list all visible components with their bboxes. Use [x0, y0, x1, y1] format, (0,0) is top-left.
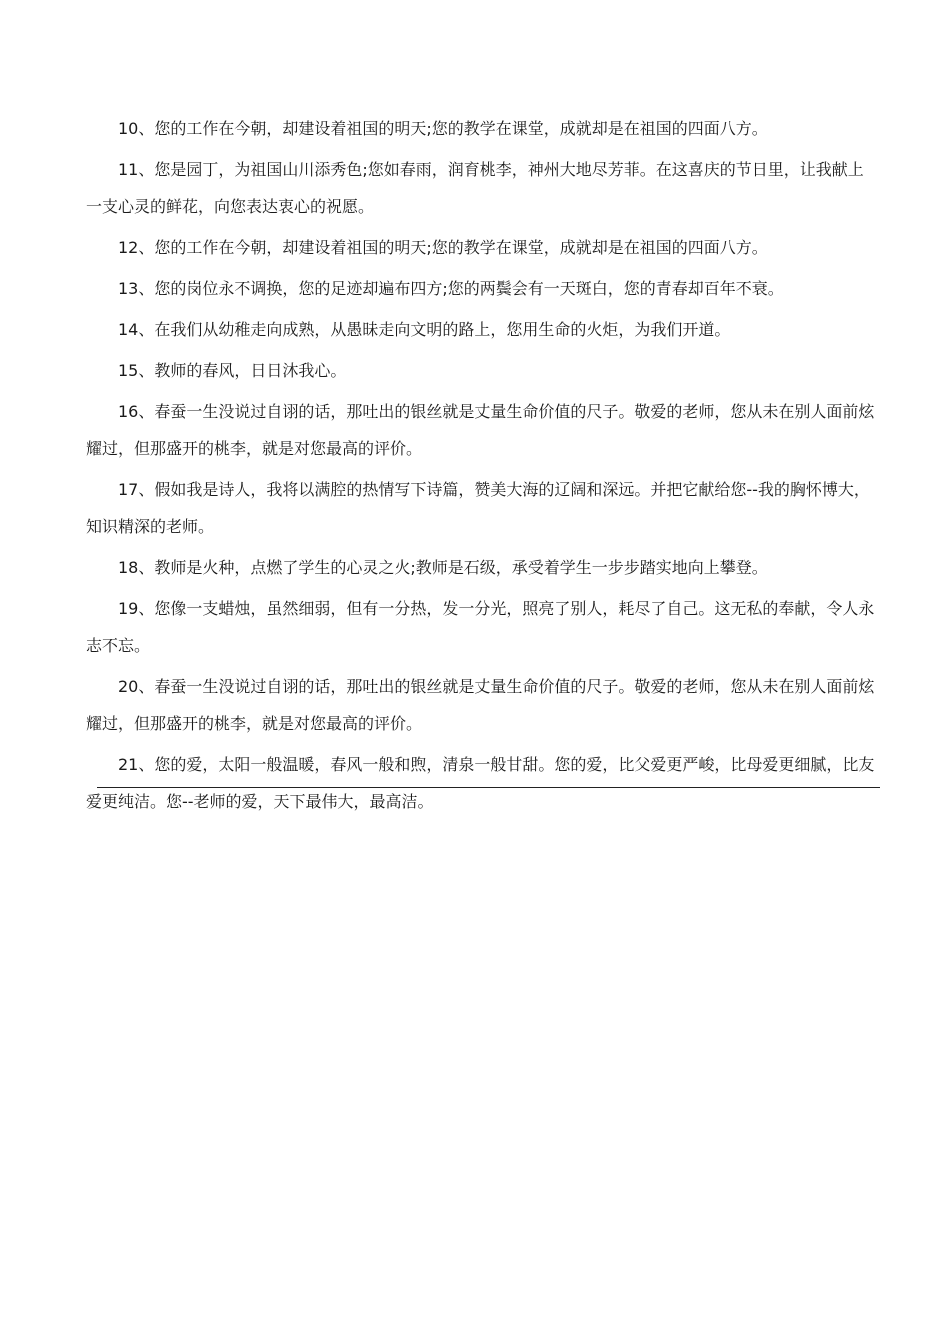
- paragraph-14: 14、在我们从幼稚走向成熟，从愚昧走向文明的路上，您用生命的火炬，为我们开道。: [118, 320, 731, 339]
- paragraph-12: 12、您的工作在今朝，却建设着祖国的明天;您的教学在课堂，成就却是在祖国的四面八方。: [118, 238, 768, 257]
- paragraph-13: 13、您的岗位永不调换，您的足迹却遍布四方;您的两鬓会有一天斑白，您的青春却百年不衰。: [118, 279, 784, 298]
- section-divider: [97, 787, 880, 788]
- paragraph-18: 18、教师是火种，点燃了学生的心灵之火;教师是石级，承受着学生一步步踏实地向上攀登。: [118, 558, 768, 577]
- paragraph-21: 21、您的爱，太阳一般温暖，春风一般和煦，清泉一般甘甜。您的爱，比父爱更严峻，比母爱更细腻，比友爱更纯洁。您--老师的爱，天下最伟大，最高洁。: [86, 755, 875, 811]
- paragraph-15: 15、教师的春风，日日沐我心。: [118, 361, 347, 380]
- paragraph-10: 10、您的工作在今朝，却建设着祖国的明天;您的教学在课堂，成就却是在祖国的四面八方。: [118, 119, 768, 138]
- document-body: [86, 110, 876, 820]
- paragraph-16: 16、春蚕一生没说过自诩的话，那吐出的银丝就是丈量生命价值的尺子。敬爱的老师，您从未在别人面前炫耀过，但那盛开的桃李，就是对您最高的评价。: [86, 402, 875, 458]
- paragraph-17: 17、假如我是诗人，我将以满腔的热情写下诗篇，赞美大海的辽阔和深远。并把它献给您--我的胸怀博大，知识精深的老师。: [86, 480, 870, 536]
- paragraph-19: 19、您像一支蜡烛，虽然细弱，但有一分热，发一分光，照亮了别人，耗尽了自己。这无私的奉献，令人永志不忘。: [86, 599, 875, 655]
- paragraph-20: 20、春蚕一生没说过自诩的话，那吐出的银丝就是丈量生命价值的尺子。敬爱的老师，您从未在别人面前炫耀过，但那盛开的桃李，就是对您最高的评价。: [86, 677, 875, 733]
- paragraph-11: 11、您是园丁，为祖国山川添秀色;您如春雨，润育桃李，神州大地尽芳菲。在这喜庆的节日里，让我献上一支心灵的鲜花，向您表达衷心的祝愿。: [86, 160, 864, 216]
